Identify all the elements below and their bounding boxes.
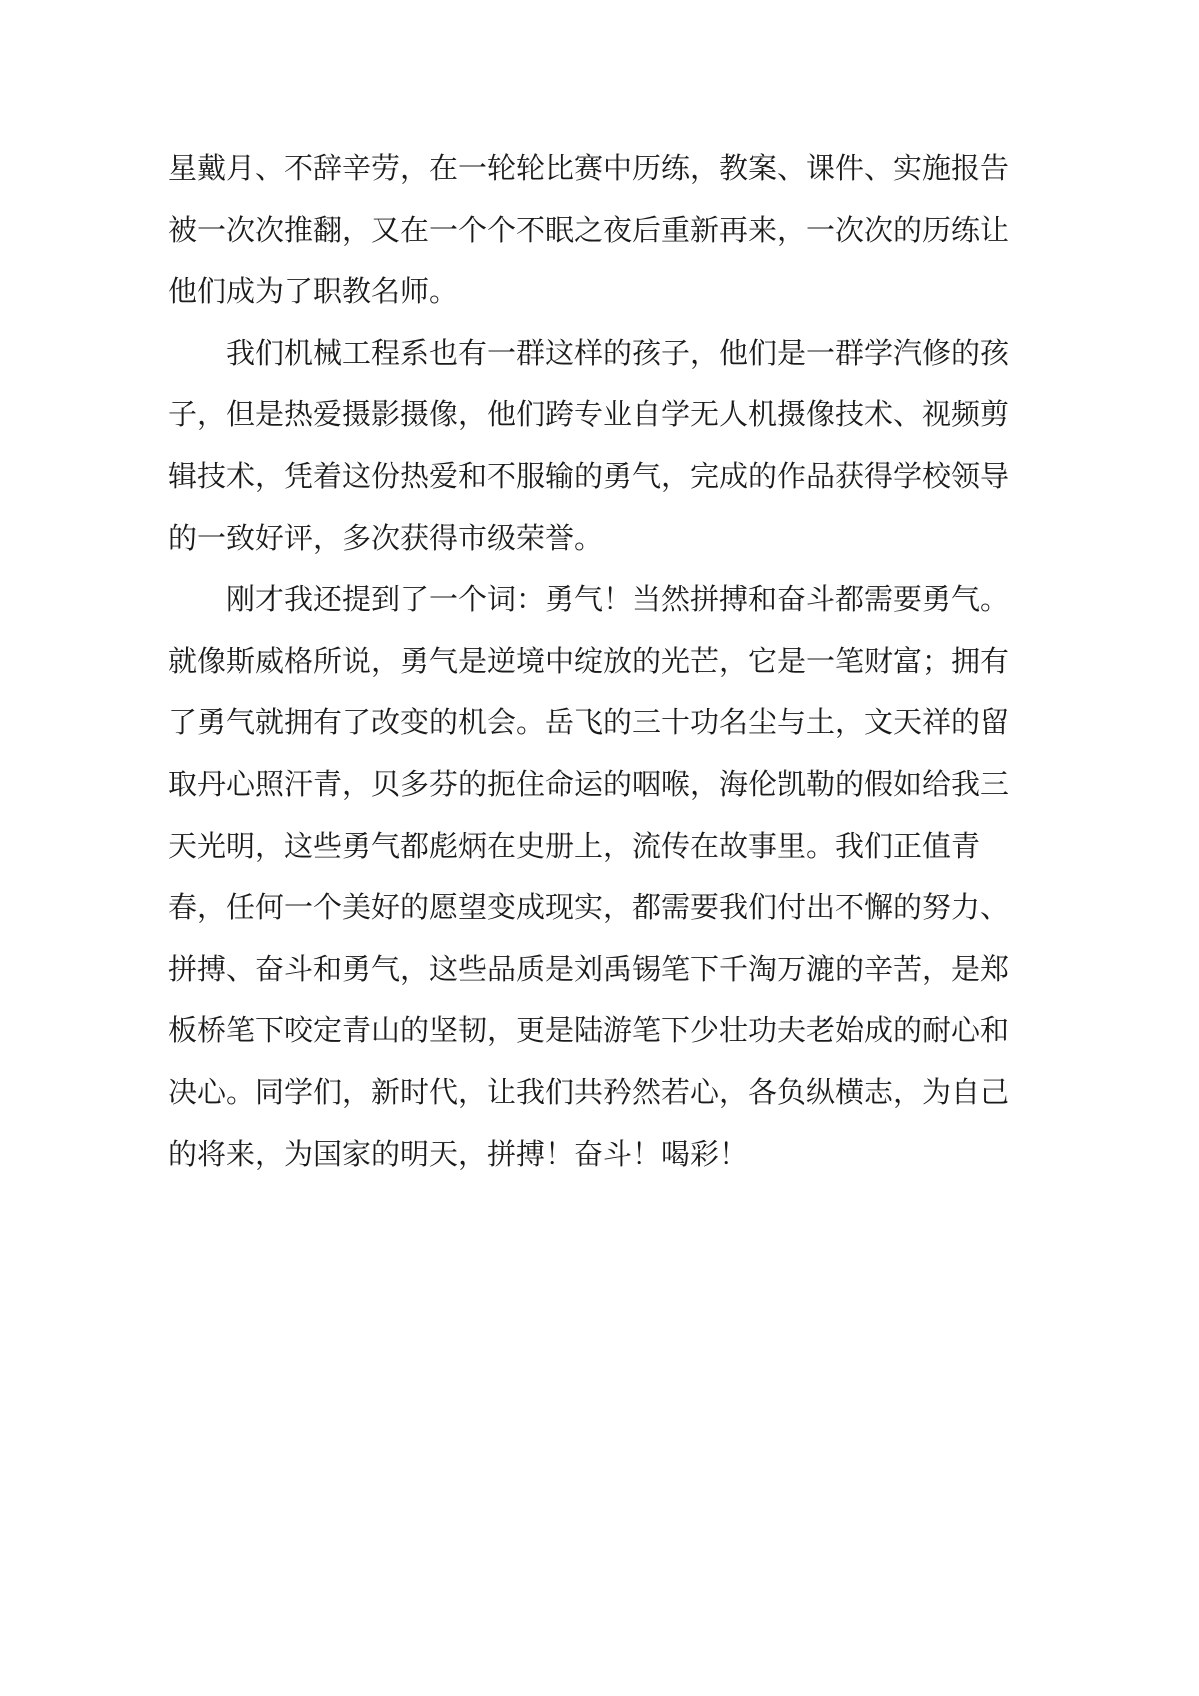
text-line: 取丹心照汗青，贝多芬的扼住命运的咽喉，海伦凯勒的假如给我三: [168, 766, 1010, 801]
paragraph-3: [168, 569, 1010, 1185]
text-line: 板桥笔下咬定青山的坚韧，更是陆游笔下少壮功夫老始成的耐心和: [168, 1013, 1010, 1048]
text-line: 春，任何一个美好的愿望变成现实，都需要我们付出不懈的努力、: [168, 890, 1010, 925]
text-line: 我们机械工程系也有一群这样的孩子，他们是一群学汽修的孩: [168, 335, 1010, 370]
text-line: 就像斯威格所说，勇气是逆境中绽放的光芒，它是一笔财富；拥有: [168, 643, 1010, 678]
body-text: [168, 138, 1010, 1185]
text-line: 辑技术，凭着这份热爱和不服输的勇气，完成的作品获得学校领导: [168, 458, 1010, 493]
text-line: 拼搏、奋斗和勇气，这些品质是刘禹锡笔下千淘万漉的辛苦，是郑: [168, 951, 1010, 986]
text-line: 子，但是热爱摄影摄像，他们跨专业自学无人机摄像技术、视频剪: [168, 397, 1010, 432]
text-line: 的将来，为国家的明天，拼搏！奋斗！喝彩！: [168, 1136, 749, 1171]
text-line: 了勇气就拥有了改变的机会。岳飞的三十功名尘与土，文天祥的留: [168, 705, 1010, 740]
text-line: 被一次次推翻，又在一个个不眠之夜后重新再来，一次次的历练让: [168, 212, 1010, 247]
text-line: 的一致好评，多次获得市级荣誉。: [168, 520, 604, 555]
text-line: 决心。同学们，新时代，让我们共矜然若心，各负纵横志，为自己: [168, 1074, 1010, 1109]
text-line: 天光明，这些勇气都彪炳在史册上，流传在故事里。我们正值青: [168, 828, 981, 863]
paragraph-1: [168, 138, 1010, 323]
text-line: 星戴月、不辞辛劳，在一轮轮比赛中历练，教案、课件、实施报告: [168, 151, 1010, 185]
text-line: 他们成为了职教名师。: [168, 274, 459, 309]
text-line: 刚才我还提到了一个词：勇气！当然拼搏和奋斗都需要勇气。: [168, 582, 1010, 617]
paragraph-2: [168, 323, 1010, 569]
